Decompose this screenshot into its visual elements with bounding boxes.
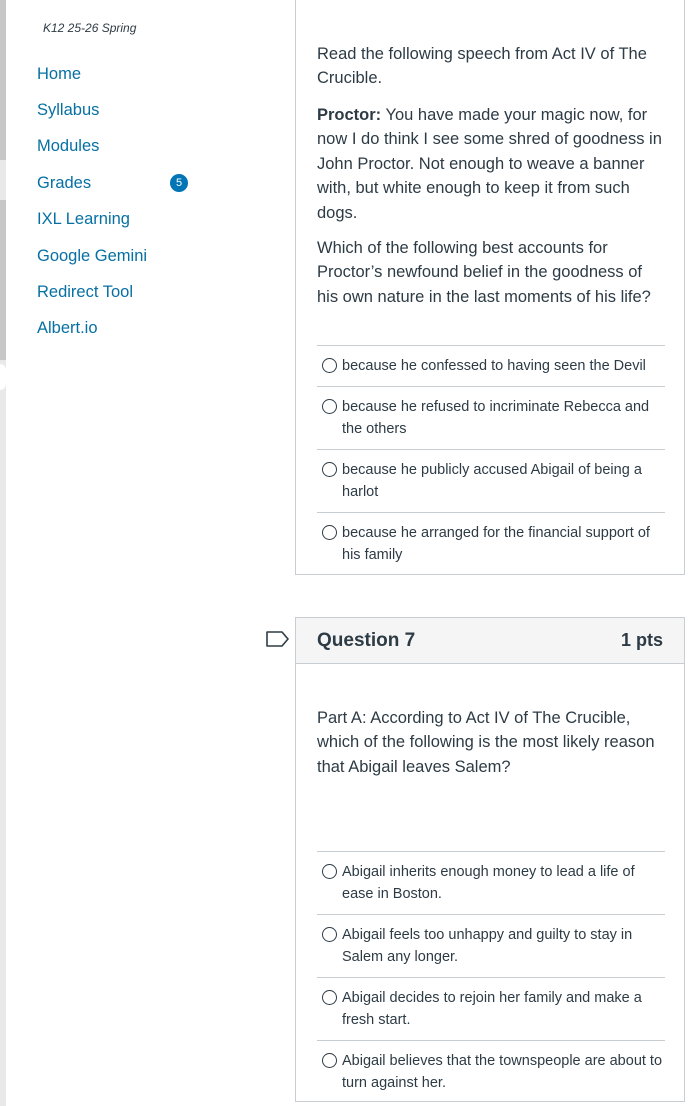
nav-item-google-gemini[interactable]: Google Gemini <box>37 246 148 265</box>
radio-button[interactable] <box>322 864 337 879</box>
question-7-body <box>295 663 685 1102</box>
speaker-label: Proctor: <box>317 106 382 124</box>
nav-item-redirect-tool[interactable]: Redirect Tool <box>37 283 133 302</box>
answer-option[interactable] <box>317 977 665 1040</box>
question-7-answers <box>317 851 665 1103</box>
answer-text: Abigail feels too unhappy and guilty to stay in Salem any longer. <box>342 927 633 965</box>
radio-button[interactable] <box>322 927 337 942</box>
question-7-prompt: Part A: According to Act IV of The Crucible, which of the following is the most likely reason that Abigail leaves Salem? <box>317 709 655 776</box>
question-title: Question 7 <box>317 630 416 651</box>
speech-text: You have made your magic now, for now I do think I see some shred of goodness in John Proctor. Not enough to weave a banner with, but white enough to keep it from such dogs. <box>317 106 662 222</box>
answer-text: Abigail believes that the townspeople are about to turn against her. <box>342 1053 663 1091</box>
answer-option[interactable] <box>317 345 665 386</box>
question-points: 1 pts <box>620 630 663 650</box>
question-7-header <box>295 617 685 664</box>
answer-option[interactable] <box>317 1040 665 1103</box>
course-nav-list <box>37 56 197 347</box>
edge-tab[interactable] <box>0 364 6 390</box>
radio-button[interactable] <box>322 1053 337 1068</box>
nav-item-grades[interactable] <box>37 165 197 201</box>
question-6-body <box>295 0 685 575</box>
nav-item-ixl-learning[interactable]: IXL Learning <box>37 210 130 229</box>
radio-button[interactable] <box>322 462 337 477</box>
nav-item-modules[interactable]: Modules <box>37 137 100 156</box>
answer-option[interactable] <box>317 449 665 512</box>
question-6-prompt: Which of the following best accounts for Proctor’s newfound belief in the goodness of his own nature in the last moments of his life? <box>317 239 651 306</box>
flag-question-icon[interactable] <box>266 631 290 647</box>
nav-item-grades-label: Grades <box>37 173 92 192</box>
nav-item-syllabus[interactable]: Syllabus <box>37 101 100 120</box>
answer-option[interactable] <box>317 851 665 914</box>
answer-text: because he refused to incriminate Rebecca and the others <box>342 399 650 437</box>
radio-button[interactable] <box>322 399 337 414</box>
answer-text: Abigail decides to rejoin her family and make a fresh start. <box>342 990 642 1028</box>
grades-count-badge: 5 <box>170 174 188 192</box>
nav-item-home[interactable]: Home <box>37 64 82 83</box>
answer-option[interactable] <box>317 512 665 575</box>
course-title: K12 25-26 Spring <box>43 21 137 35</box>
answer-text: because he confessed to having seen the Devil <box>342 358 646 374</box>
question-6-intro: Read the following speech from Act IV of The Crucible. <box>317 45 647 88</box>
answer-option[interactable] <box>317 914 665 977</box>
course-navigation <box>6 0 206 360</box>
question-6-speech <box>317 103 662 225</box>
answer-text: because he publicly accused Abigail of being a harlot <box>342 462 642 500</box>
answer-text: Abigail inherits enough money to lead a life of ease in Boston. <box>342 864 635 902</box>
question-6-answers <box>317 345 665 575</box>
radio-button[interactable] <box>322 990 337 1005</box>
radio-button[interactable] <box>322 358 337 373</box>
answer-text: because he arranged for the financial support of his family <box>342 525 650 563</box>
answer-option[interactable] <box>317 386 665 449</box>
nav-item-albert-io[interactable]: Albert.io <box>37 319 98 338</box>
radio-button[interactable] <box>322 525 337 540</box>
